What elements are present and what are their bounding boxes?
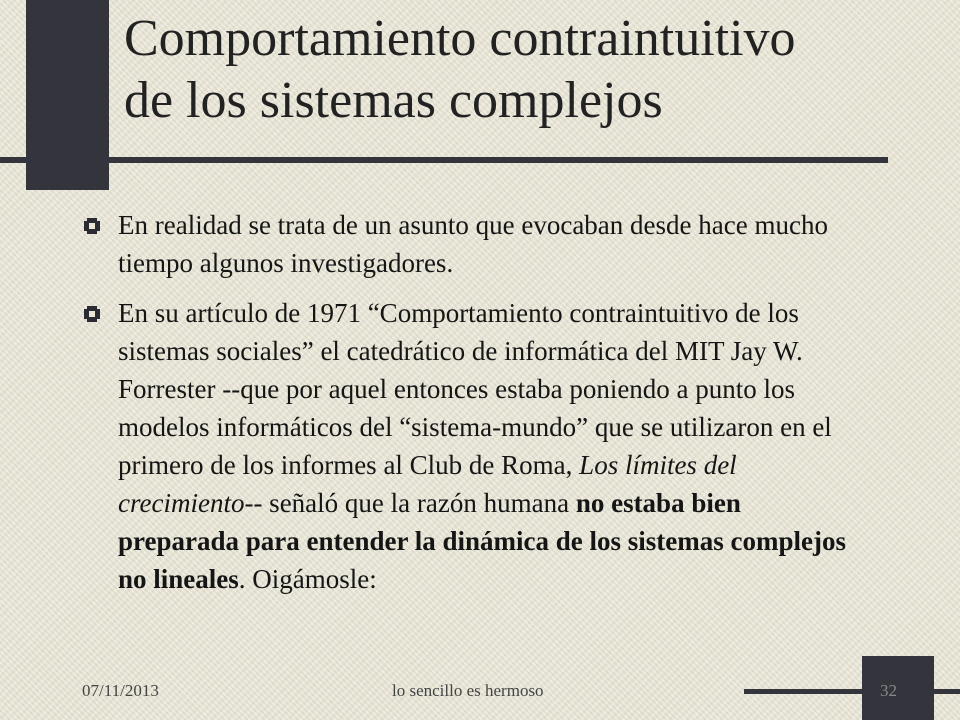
- bullet-icon: [84, 306, 100, 322]
- bullet-item: [84, 294, 864, 598]
- bullet-text-part: . Oigámosle:: [238, 564, 377, 594]
- bullet-text: En realidad se trata de un asunto que evocaban desde hace mucho tiempo algunos investigadores.: [118, 210, 828, 278]
- bullet-item: [84, 206, 864, 282]
- decorative-block-footer: [862, 656, 934, 720]
- footer-date: 07/11/2013: [82, 681, 159, 700]
- bullet-text-part: -- señaló que la razón humana: [244, 488, 576, 518]
- slide-title-line-2: de los sistemas complejos: [124, 72, 663, 129]
- slide-title: [124, 8, 924, 132]
- page-number: 32: [880, 681, 897, 700]
- footer-title: lo sencillo es hermoso: [392, 681, 544, 700]
- emphasis-text: no estaba bien preparada para entender la dinámica de los sistemas complejos no lineales: [118, 488, 846, 594]
- decorative-line-top: [0, 157, 888, 163]
- bullet-text-part: En su artículo de 1971 “Comportamiento contraintuitivo de los sistemas sociales” el catedrático de informática del MIT Jay W. Forrester --que por aquel entonces estaba poniendo a punto los modelos informáticos del “sistema-mundo” que se utilizaron en el primero de los informes al Club de Roma,: [118, 298, 832, 480]
- slide-title-line-1: Comportamiento contraintuitivo: [124, 10, 796, 67]
- slide-content: [84, 206, 864, 610]
- book-title: Los límites del crecimiento: [118, 450, 737, 518]
- bullet-icon: [84, 218, 100, 234]
